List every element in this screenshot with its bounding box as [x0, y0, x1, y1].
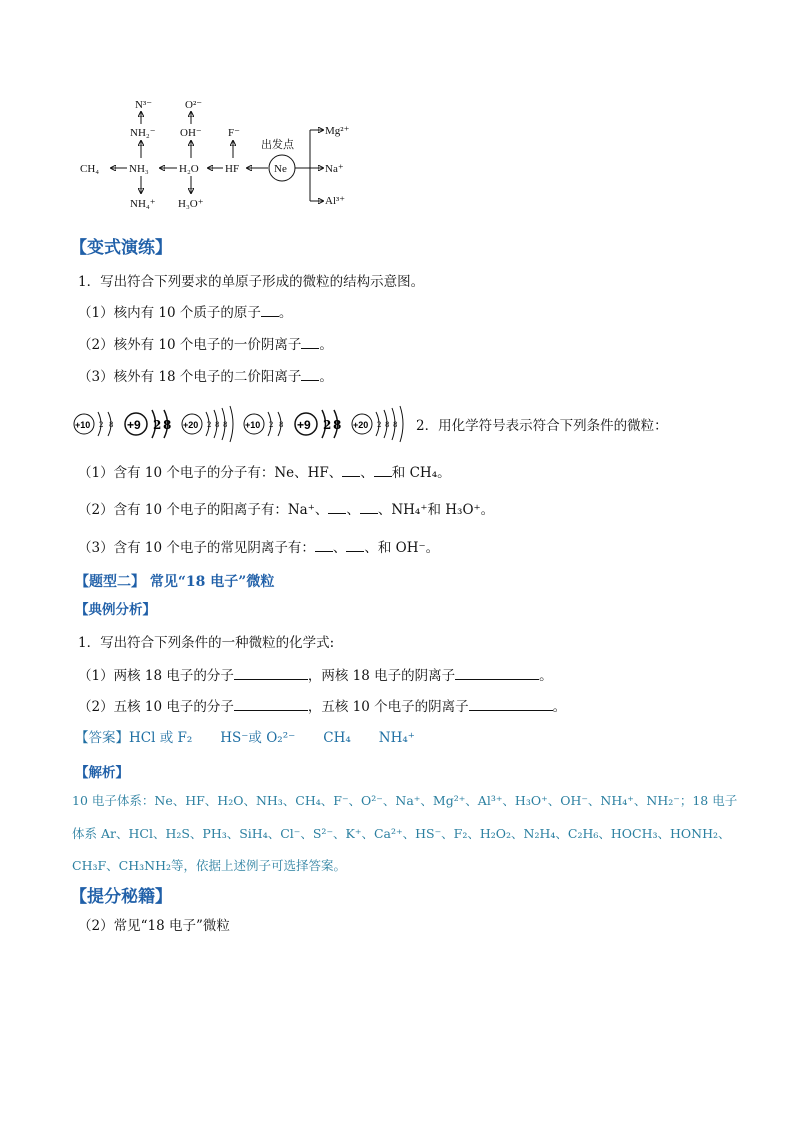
q2-part3-end: 、和 OH⁻。 [364, 540, 440, 556]
q3-part1-text: （1）两核 18 电子的分子 [78, 668, 234, 684]
svg-text:2: 2 [269, 421, 274, 429]
label-h2o: H₂O [179, 163, 199, 175]
q3-part2-text: （2）五核 10 电子的分子 [78, 699, 234, 715]
atom-2 [125, 410, 171, 438]
answer-line [75, 728, 415, 748]
label-hf: HF [225, 163, 240, 175]
svg-text:8: 8 [333, 418, 342, 432]
q3-part2-blank-1[interactable] [234, 696, 308, 711]
answer-label: 【答案】 [75, 730, 129, 746]
q1-stem: 1．写出符合下列要求的单原子形成的微粒的结构示意图。 [78, 274, 425, 290]
q3-part2-blank-2[interactable] [469, 696, 553, 711]
answer-4: NH₄⁺ [378, 730, 415, 746]
answer-3: CH₄ [323, 730, 351, 746]
svg-text:8: 8 [279, 421, 284, 429]
q2-part2: （2）含有 10 个电子的阳离子有：Na⁺、 、 、NH₄⁺和 H₃O⁺。 [78, 499, 494, 520]
electron-relationship-diagram [75, 90, 365, 215]
label-nh4: NH₄⁺ [130, 198, 156, 210]
label-start-point: 出发点 [261, 139, 294, 151]
q2-part1-blank-2[interactable] [374, 462, 392, 477]
label-n3: N³⁻ [135, 99, 153, 111]
label-nh3: NH₃ [129, 163, 149, 175]
atom-1-nucleus: +10 [75, 420, 91, 430]
q2-part2-end: 、NH₄⁺和 H₃O⁺。 [377, 502, 495, 518]
analysis-line-3: CH₃F、CH₃NH₂等，依据上述例子可选择答案。 [72, 858, 346, 873]
q1-part3-blank[interactable] [301, 366, 319, 381]
q3-part1-blank-1[interactable] [234, 665, 308, 680]
section-title-variant-practice: 【变式演练】 [70, 238, 172, 258]
atom-6-nucleus: +20 [353, 420, 369, 430]
q2-part3-blank-2[interactable] [346, 537, 364, 552]
analysis-label: 【解析】 [75, 765, 129, 781]
q2-part2-text: （2）含有 10 个电子的阳离子有：Na⁺、 [78, 502, 329, 518]
q1-part2-blank[interactable] [301, 334, 319, 349]
q2-stem: 2．用化学符号表示符合下列条件的微粒： [416, 418, 668, 434]
q3-part1-end: 。 [539, 668, 553, 684]
section-title-tips: 【提分秘籍】 [70, 887, 172, 907]
q1-part3-end: 。 [319, 369, 333, 385]
label-o2: O²⁻ [185, 99, 203, 111]
svg-text:8: 8 [215, 421, 220, 429]
label-mg: Mg²⁺ [325, 125, 350, 137]
q1-part3-text: （3）核外有 18 个电子的二价阳离子 [78, 369, 302, 385]
q1-part1-end: 。 [278, 305, 293, 321]
q2-part3-text: （3）含有 10 个电子的常见阴离子有： [78, 540, 315, 556]
q2-part1-end: 和 CH₄。 [391, 465, 451, 481]
q2-part3-blank-1[interactable] [315, 537, 333, 552]
atom-3-nucleus: +20 [183, 420, 199, 430]
q3-part2-mid: ，五核 10 个电子的阴离子 [307, 699, 469, 715]
atom-3 [182, 406, 233, 442]
label-oh: OH⁻ [180, 127, 202, 139]
svg-text:2: 2 [99, 421, 104, 429]
svg-text:8: 8 [223, 421, 228, 429]
answer-2: HS⁻或 O₂²⁻ [220, 730, 296, 746]
atom-2-nucleus: +9 [127, 418, 141, 432]
atom-structure-diagrams [70, 402, 415, 446]
tips-item: （2）常见“18 电子”微粒 [78, 918, 230, 934]
label-f: F⁻ [228, 127, 240, 139]
section-title-type-two: 【题型二】 常见“18 电子”微粒 [75, 574, 275, 590]
label-na: Na⁺ [325, 163, 344, 175]
q1-part3 [78, 366, 333, 387]
q1-part1-text: （1）核内有 10 个质子的原子 [78, 305, 261, 321]
q2-part2-blank-1[interactable] [328, 499, 346, 514]
svg-text:2: 2 [207, 421, 212, 429]
q1-part2-text: （2）核外有 10 个电子的一价阴离子 [78, 337, 302, 353]
q3-part1-mid: ，两核 18 电子的阴离子 [307, 668, 456, 684]
svg-text:8: 8 [385, 421, 390, 429]
atom-1 [74, 412, 113, 436]
svg-text:2: 2 [323, 418, 332, 432]
q2-part1-blank-1[interactable] [342, 462, 360, 477]
q3-part1 [78, 665, 553, 686]
label-al: Al³⁺ [325, 195, 346, 207]
answer-1: HCl 或 F₂ [129, 730, 193, 746]
label-ch4: CH₄ [80, 163, 100, 175]
q2-part2-blank-2[interactable] [360, 499, 378, 514]
q1-part1-blank[interactable] [261, 302, 279, 317]
atom-4-nucleus: +10 [245, 420, 261, 430]
atom-6 [352, 406, 403, 442]
atom-4 [244, 412, 283, 436]
label-ne: Ne [274, 163, 287, 175]
label-h3o: H₃O⁺ [178, 198, 204, 210]
analysis-line-2: 体系 Ar、HCl、H₂S、PH₃、SiH₄、Cl⁻、S²⁻、K⁺、Ca²⁺、HS⁻、F₂、H₂O₂、N₂H₄、C₂H₆、HOCH₃、HONH₂、 [72, 826, 731, 841]
q2-part3: （3）含有 10 个电子的常见阴离子有： 、 、和 OH⁻。 [78, 537, 439, 558]
q1-part2-end: 。 [319, 337, 333, 353]
svg-text:8: 8 [109, 421, 114, 429]
q3-part1-blank-2[interactable] [455, 665, 539, 680]
q1-part2 [78, 334, 333, 355]
svg-text:8: 8 [163, 418, 172, 432]
q3-part2-end: 。 [552, 699, 567, 715]
section-subtitle-example: 【典例分析】 [75, 602, 156, 618]
q2-part1: （1）含有 10 个电子的分子有：Ne、HF、 、 和 CH₄。 [78, 462, 451, 483]
q3-part2 [78, 696, 566, 717]
svg-text:2: 2 [377, 421, 382, 429]
q1-part1 [78, 302, 292, 323]
svg-text:2: 2 [153, 418, 162, 432]
label-nh2: NH₂⁻ [130, 127, 156, 139]
atom-5 [295, 410, 341, 438]
q3-stem: 1．写出符合下列条件的一种微粒的化学式: [78, 635, 335, 651]
atom-5-nucleus: +9 [297, 418, 311, 432]
analysis-line-1: 10 电子体系：Ne、HF、H₂O、NH₃、CH₄、F⁻、O²⁻、Na⁺、Mg²⁺、Al³⁺、H₃O⁺、OH⁻、NH₄⁺、NH₂⁻；18 电子 [72, 793, 738, 808]
q2-part1-text: （1）含有 10 个电子的分子有：Ne、HF、 [78, 465, 343, 481]
svg-text:8: 8 [393, 421, 398, 429]
